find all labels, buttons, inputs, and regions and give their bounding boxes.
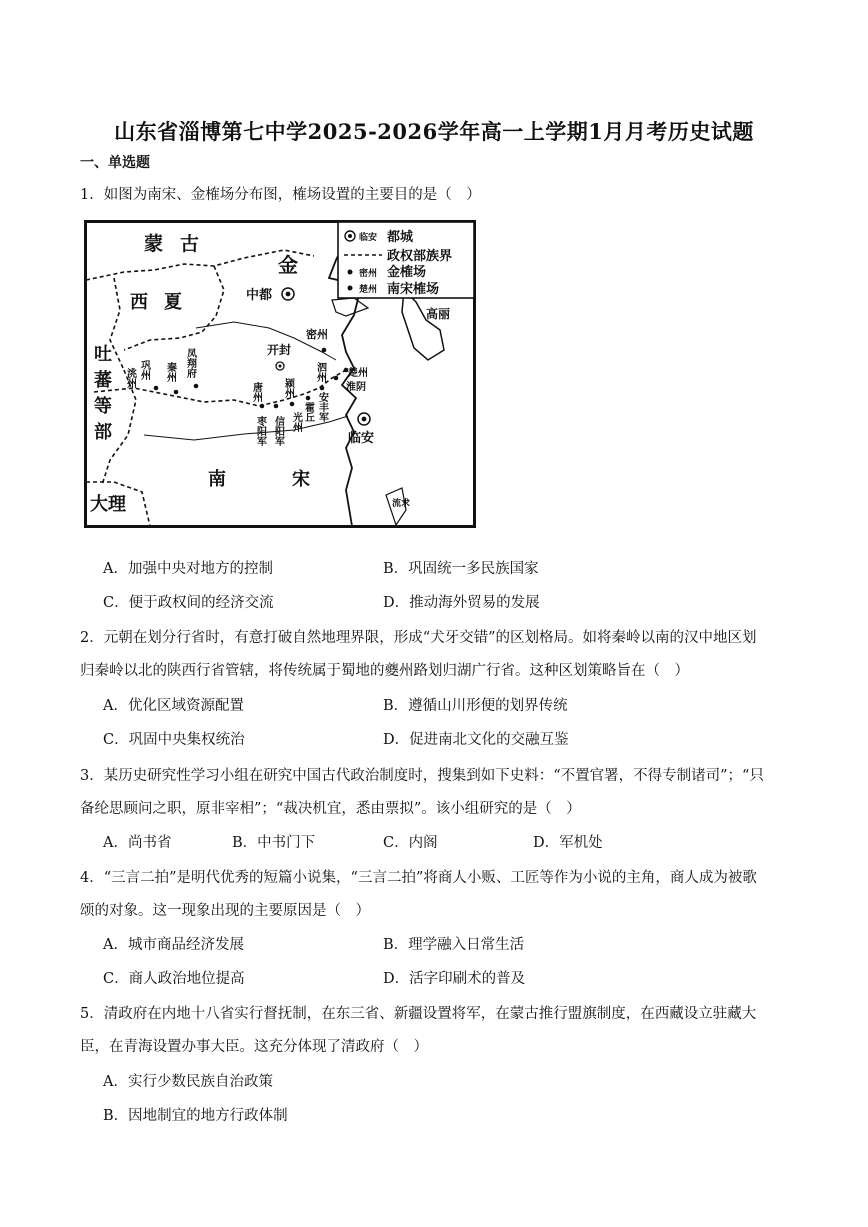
q2-option-c: C．巩固中央集权统治 [103, 732, 245, 748]
legend-jin-sample: 密州 [359, 269, 378, 279]
city-qinzhou: 秦州 [164, 362, 176, 382]
city-huaiyin: 淮阴 [346, 382, 366, 393]
legend-capital: 都城 [387, 230, 414, 245]
city-kaifeng: 开封 [267, 343, 292, 357]
city-gongzhou: 巩州 [138, 360, 150, 380]
region-menggu-1: 蒙 [144, 233, 164, 255]
q4-option-a: A．城市商品经济发展 [103, 937, 244, 953]
q4-option-b: B．理学融入日常生活 [383, 937, 525, 953]
city-taozhou: 洮州 [124, 368, 136, 388]
q3-option-a: A．尚书省 [103, 835, 172, 851]
page-title: 山东省淄博第七中学2025-2026学年高一上学期1月月考历史试题 [114, 119, 754, 144]
q5-option-b: B．因地制宜的地方行政体制 [103, 1108, 288, 1124]
region-xixia-2: 夏 [164, 292, 182, 313]
q2-option-b: B．遵循山川形便的划界传统 [383, 698, 568, 714]
question-5-line-1: 5．清政府在内地十八省实行督抚制，在东三省、新疆设置将军，在蒙古推行盟旗制度，在西藏设立驻藏大 [80, 1006, 757, 1022]
q2-option-a: A．优化区域资源配置 [103, 698, 244, 714]
city-anfengjun: 安丰军 [316, 392, 328, 422]
city-zhongdu: 中都 [246, 288, 273, 303]
q3-option-d: D．军机处 [533, 835, 603, 851]
song-jin-market-map [84, 220, 476, 528]
legend-border: 政权部族界 [387, 249, 453, 264]
q1-option-c: C．便于政权间的经济交流 [103, 595, 274, 611]
city-tangzhou: 唐州 [250, 382, 262, 402]
region-liuqiu: 流求 [392, 499, 411, 509]
q5-option-a: A．实行少数民族自治政策 [103, 1074, 273, 1090]
q1-option-b: B．巩固统一多民族国家 [383, 561, 539, 577]
q4-option-d: D．活字印刷术的普及 [383, 971, 526, 987]
question-1-stem: 1．如图为南宋、金榷场分布图，榷场设置的主要目的是（ ） [80, 187, 481, 203]
question-2-line-2: 归秦岭以北的陕西行省管辖，将传统属于蜀地的夔州路划归湖广行省。这种区划策略旨在（ ） [80, 663, 689, 679]
region-nansong-2: 宋 [292, 469, 310, 490]
region-tubo-2: 蕃 [94, 370, 112, 391]
region-dali: 大理 [90, 494, 126, 515]
city-fengxiangfu: 凤翔府 [184, 348, 196, 378]
region-menggu-2: 古 [180, 233, 200, 255]
question-5-line-2: 臣，在青海设置办事大臣。这充分体现了清政府（ ） [80, 1039, 428, 1055]
q2-option-d: D．促进南北文化的交融互鉴 [383, 732, 569, 748]
question-3-line-1: 3．某历史研究性学习小组在研究中国古代政治制度时，搜集到如下史料：“不置官署，不得专制诸司”；“只 [80, 768, 764, 784]
legend-song: 南宋榷场 [387, 282, 440, 297]
region-jin: 金 [278, 253, 298, 277]
legend-jin: 金榷场 [387, 265, 427, 280]
city-yingzhou: 颍州 [282, 378, 294, 398]
question-3-line-2: 备纶思顾问之职，原非宰相”；“裁决机宜，悉由票拟”。该小组研究的是（ ） [80, 801, 581, 817]
city-chuzhou: 楚州 [348, 368, 368, 379]
section-heading: 一、单选题 [80, 155, 150, 171]
region-xixia-1: 西 [130, 292, 148, 313]
city-zaoyangjun: 枣阳军 [254, 416, 266, 446]
region-tubo-1: 吐 [94, 344, 112, 365]
q1-option-a: A．加强中央对地方的控制 [103, 561, 273, 577]
question-2-line-1: 2．元朝在划分行省时，有意打破自然地理界限，形成“犬牙交错”的区划格局。如将秦岭以南的汉中地区划 [80, 630, 757, 646]
q3-option-c: C．内阁 [383, 835, 438, 851]
q3-option-b: B．中书门下 [232, 835, 316, 851]
question-4-line-2: 颂的对象。这一现象出现的主要原因是（ ） [80, 903, 370, 919]
city-sizhou: 泗州 [314, 362, 326, 382]
region-gaoli: 高丽 [426, 307, 451, 321]
region-tubo-4: 部 [94, 422, 112, 443]
city-huoqiu: 霍丘 [302, 402, 314, 422]
legend-song-sample: 楚州 [359, 285, 378, 295]
q4-option-c: C．商人政治地位提高 [103, 971, 245, 987]
legend-capital-sample: 临安 [359, 233, 378, 243]
question-4-line-1: 4．“三言二拍”是明代优秀的短篇小说集，“三言二拍”将商人小贩、工匠等作为小说的主角，商人成为被歌 [80, 870, 757, 886]
city-guangzhou: 光州 [290, 412, 302, 432]
city-mizhou: 密州 [306, 328, 328, 341]
city-linan: 临安 [348, 431, 375, 446]
region-tubo-3: 等 [94, 396, 112, 417]
q1-option-d: D．推动海外贸易的发展 [383, 595, 540, 611]
region-nansong-1: 南 [208, 469, 226, 490]
city-xinyangjun: 信阳军 [272, 416, 284, 446]
